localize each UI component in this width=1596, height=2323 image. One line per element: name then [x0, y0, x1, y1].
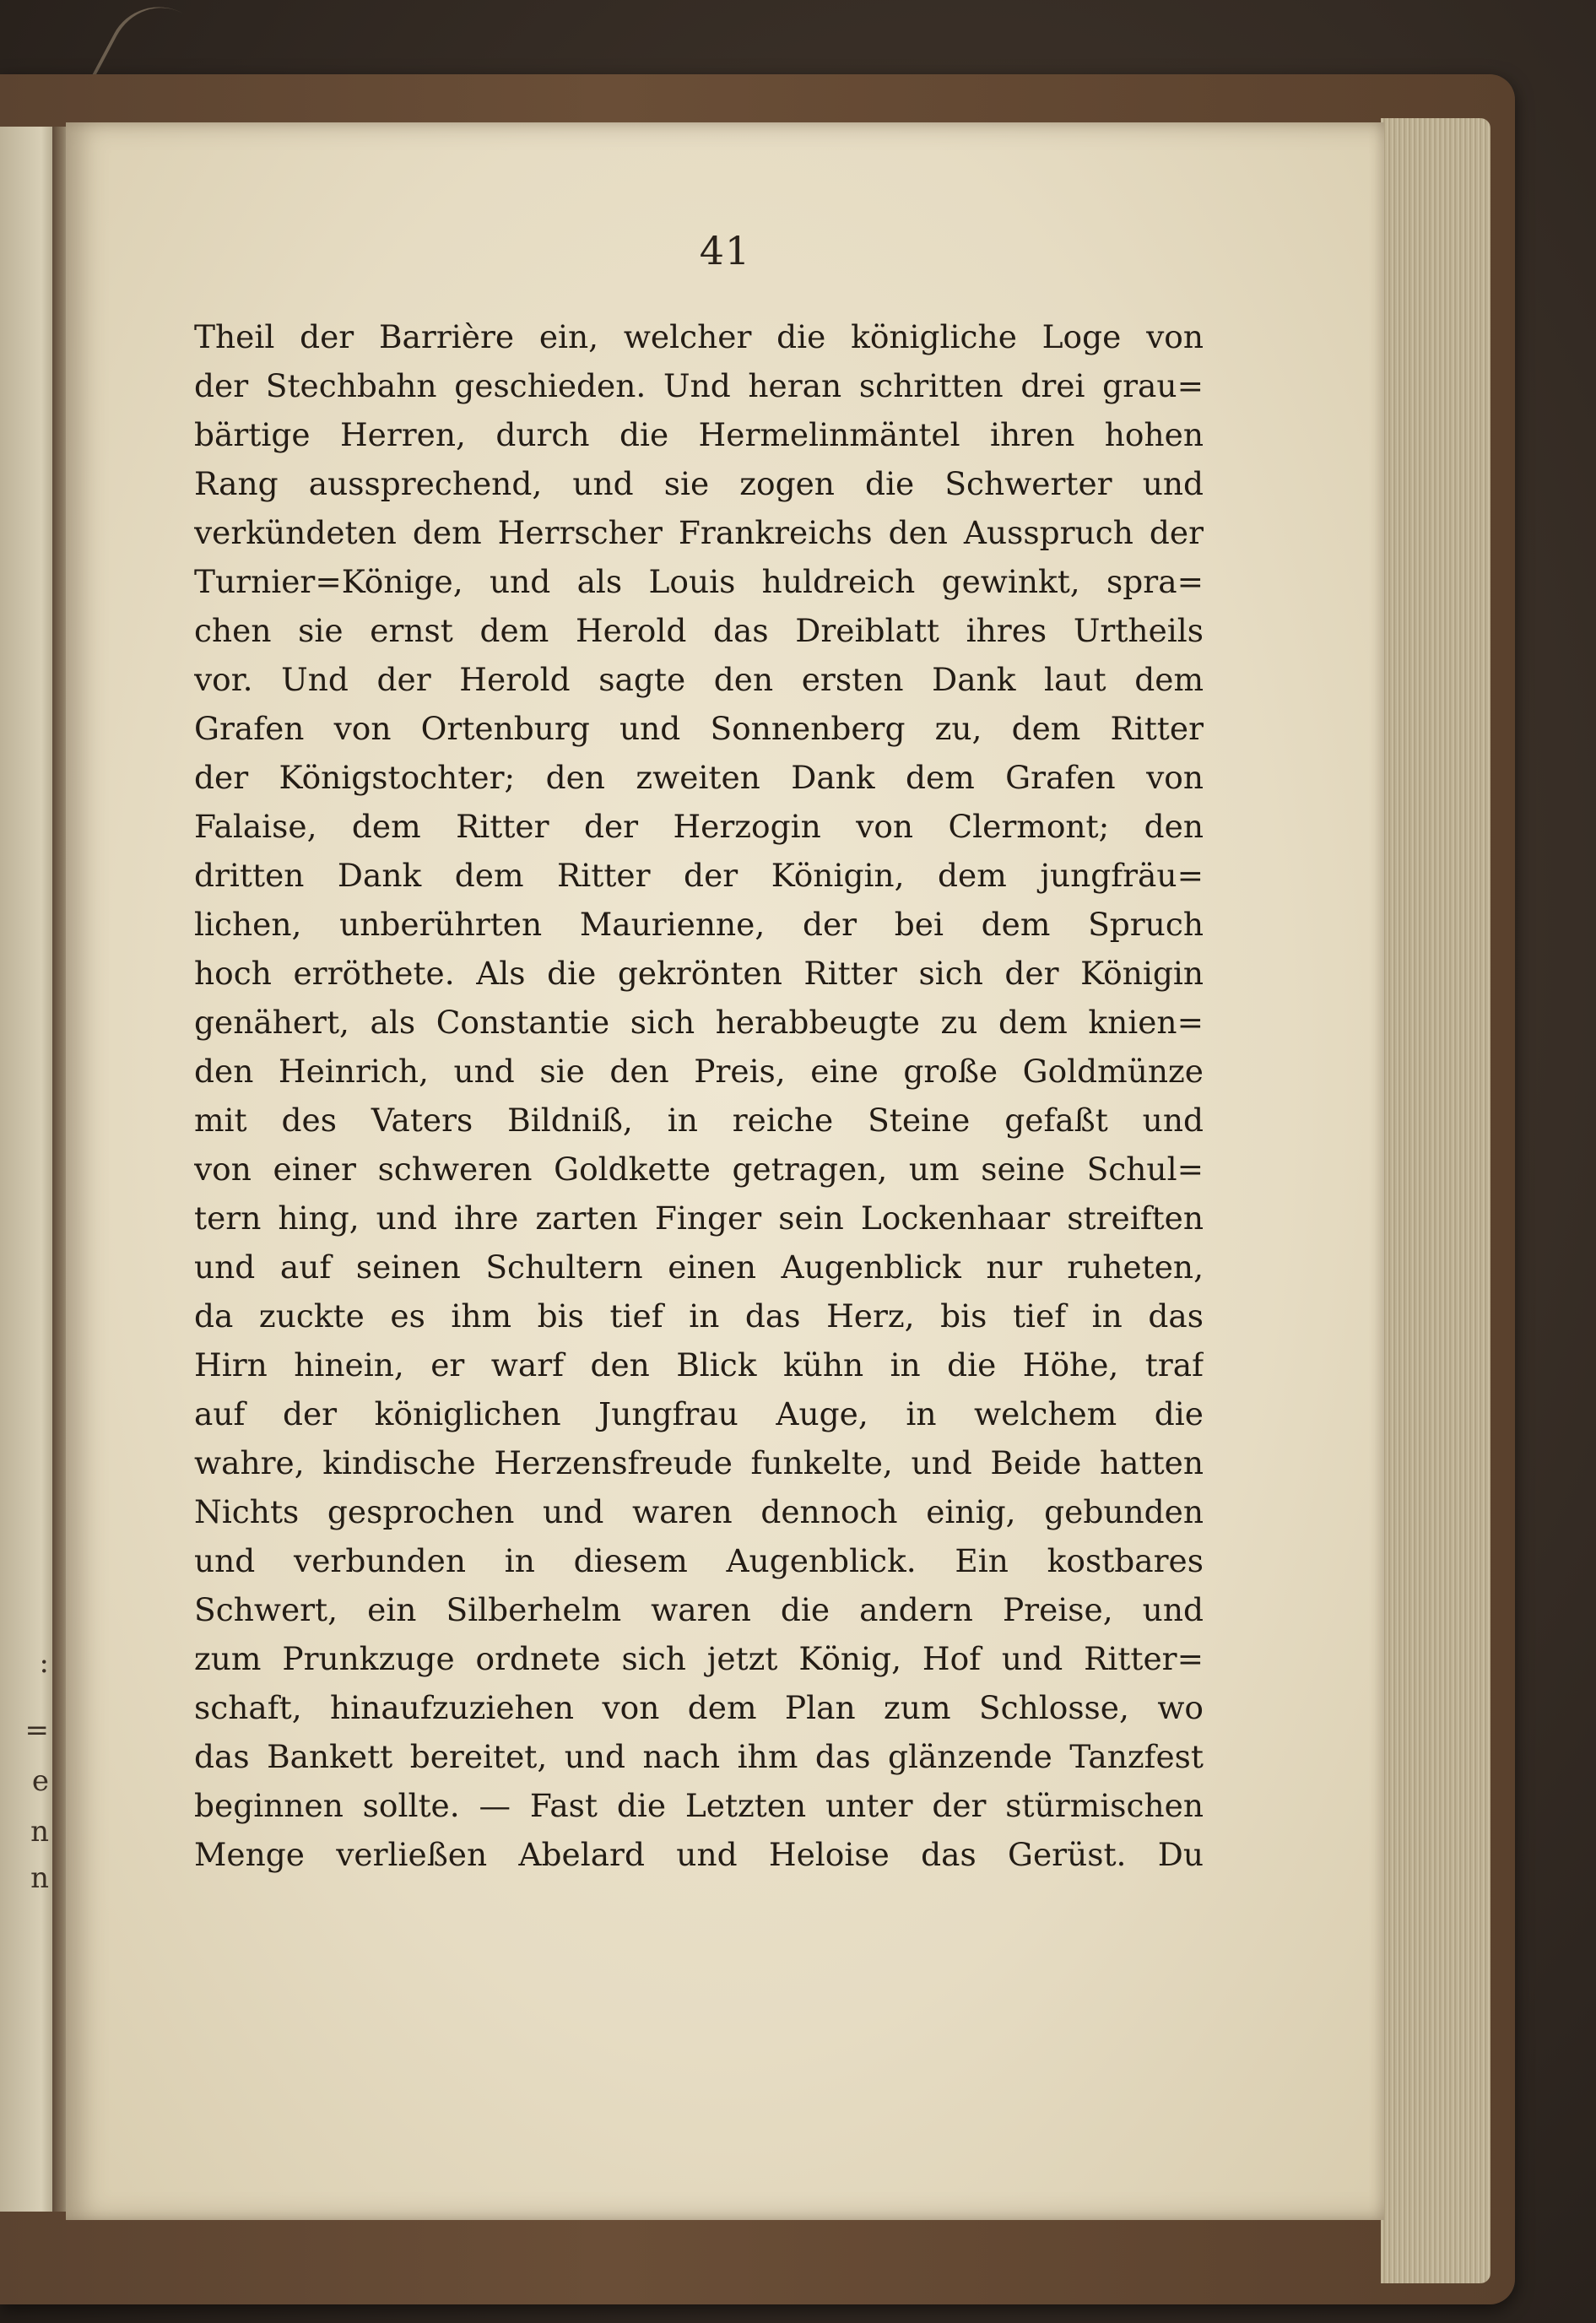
text-line: den Heinrich, und sie den Preis, eine große Goldmünze [194, 1053, 1204, 1090]
text-line: wahre, kindische Herzensfreude funkelte, und Beide hatten [194, 1444, 1204, 1481]
text-line: chen sie ernst dem Herold das Dreiblatt ihres Urtheils [194, 612, 1204, 649]
text-line: Falaise, dem Ritter der Herzogin von Clermont; den [194, 808, 1204, 845]
text-line: dritten Dank dem Ritter der Königin, dem jungfräu= [194, 857, 1204, 894]
text-line: Schwert, ein Silberhelm waren die andern Preise, und [194, 1591, 1204, 1628]
edge-mark: n [30, 1815, 49, 1849]
text-line: der Königstochter; den zweiten Dank dem Grafen von [194, 759, 1204, 796]
text-line: Menge verließen Abelard und Heloise das Gerüst. Du [194, 1836, 1204, 1873]
text-line: verkündeten dem Herrscher Frankreichs den Ausspruch der [194, 514, 1204, 551]
text-line: und auf seinen Schultern einen Augenblick nur ruheten, [194, 1248, 1204, 1286]
book-page [66, 122, 1384, 2220]
text-line: beginnen sollte. — Fast die Letzten unter der stürmischen [194, 1787, 1204, 1824]
body-text [194, 312, 1204, 1879]
text-line: tern hing, und ihre zarten Finger sein Lockenhaar streiften [194, 1199, 1204, 1237]
edge-mark: e [31, 1764, 49, 1798]
text-line: schaft, hinaufzuziehen von dem Plan zum Schlosse, wo [194, 1689, 1204, 1726]
text-line: Turnier=Könige, und als Louis huldreich gewinkt, spra= [194, 563, 1204, 600]
text-line: genähert, als Constantie sich herabbeugte zu dem knien= [194, 1004, 1204, 1041]
text-line: mit des Vaters Bildniß, in reiche Steine gefaßt und [194, 1102, 1204, 1139]
text-line: vor. Und der Herold sagte den ersten Dank laut dem [194, 661, 1204, 698]
text-line: Theil der Barrière ein, welcher die königliche Loge von [194, 318, 1204, 355]
edge-mark: = [24, 1714, 49, 1747]
text-line: Hirn hinein, er warf den Blick kühn in die Höhe, traf [194, 1346, 1204, 1384]
text-line: hoch erröthete. Als die gekrönten Ritter sich der Königin [194, 955, 1204, 992]
page-fore-edge [1381, 118, 1491, 2283]
previous-page-edge [0, 127, 59, 2212]
text-line: bärtige Herren, durch die Hermelinmäntel ihren hohen [194, 416, 1204, 453]
text-line: zum Prunkzuge ordnete sich jetzt König, Hof und Ritter= [194, 1640, 1204, 1677]
edge-mark: : [39, 1646, 49, 1680]
text-line: das Bankett bereitet, und nach ihm das glänzende Tanzfest [194, 1738, 1204, 1775]
text-line: Grafen von Ortenburg und Sonnenberg zu, dem Ritter [194, 710, 1204, 747]
text-line: der Stechbahn geschieden. Und heran schritten drei grau= [194, 367, 1204, 404]
page-number: 41 [699, 228, 751, 273]
text-line: da zuckte es ihm bis tief in das Herz, bis tief in das [194, 1297, 1204, 1335]
text-line: auf der königlichen Jungfrau Auge, in welchem die [194, 1395, 1204, 1432]
edge-mark: n [30, 1861, 49, 1895]
text-line: Nichts gesprochen und waren dennoch einig, gebunden [194, 1493, 1204, 1530]
text-line: Rang aussprechend, und sie zogen die Schwerter und [194, 465, 1204, 502]
text-line: und verbunden in diesem Augenblick. Ein kostbares [194, 1542, 1204, 1579]
text-line: von einer schweren Goldkette getragen, um seine Schul= [194, 1151, 1204, 1188]
text-line: lichen, unberührten Maurienne, der bei dem Spruch [194, 906, 1204, 943]
